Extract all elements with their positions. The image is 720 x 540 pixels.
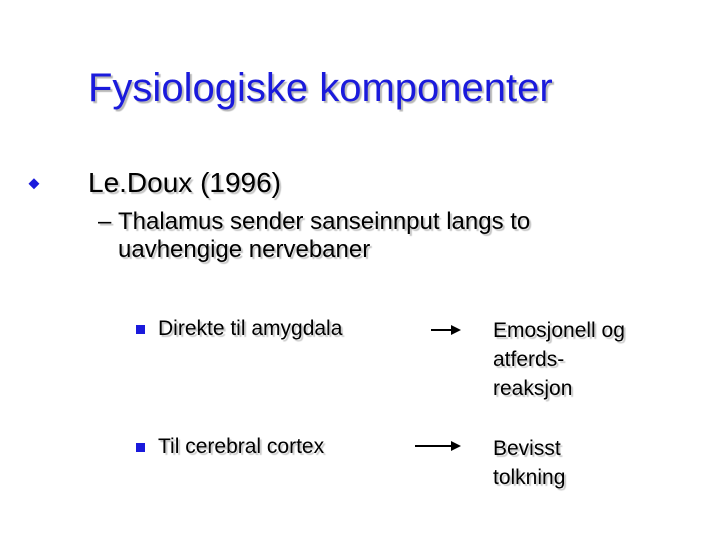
- pathway-result: [493, 434, 693, 492]
- dash-bullet-icon: –: [98, 208, 112, 235]
- pathway-label: Direkte til amygdala: [158, 317, 343, 340]
- result-line: Bevisst: [493, 437, 561, 460]
- pathway-label: Til cerebral cortex: [158, 435, 325, 458]
- bullet-ledoux: [28, 166, 688, 202]
- diamond-bullet-icon: ⬥: [28, 175, 40, 192]
- square-bullet-icon: [136, 443, 145, 452]
- result-line: reaksjon: [493, 377, 573, 400]
- pathway-result: [493, 316, 693, 403]
- square-bullet-icon: [136, 325, 145, 334]
- result-line: Emosjonell og: [493, 319, 625, 342]
- result-line: tolkning: [493, 466, 566, 489]
- result-line: atferds-: [493, 348, 565, 371]
- sub-bullet-text: Thalamus sender sanseinnput langs to uavhengige nervebaner: [118, 208, 531, 263]
- right-arrow-icon: [415, 445, 459, 447]
- right-arrow-icon: [431, 329, 459, 331]
- bullet-text: Le.Doux (1996): [88, 167, 282, 198]
- slide-title: Fysiologiske komponenter: [88, 66, 553, 110]
